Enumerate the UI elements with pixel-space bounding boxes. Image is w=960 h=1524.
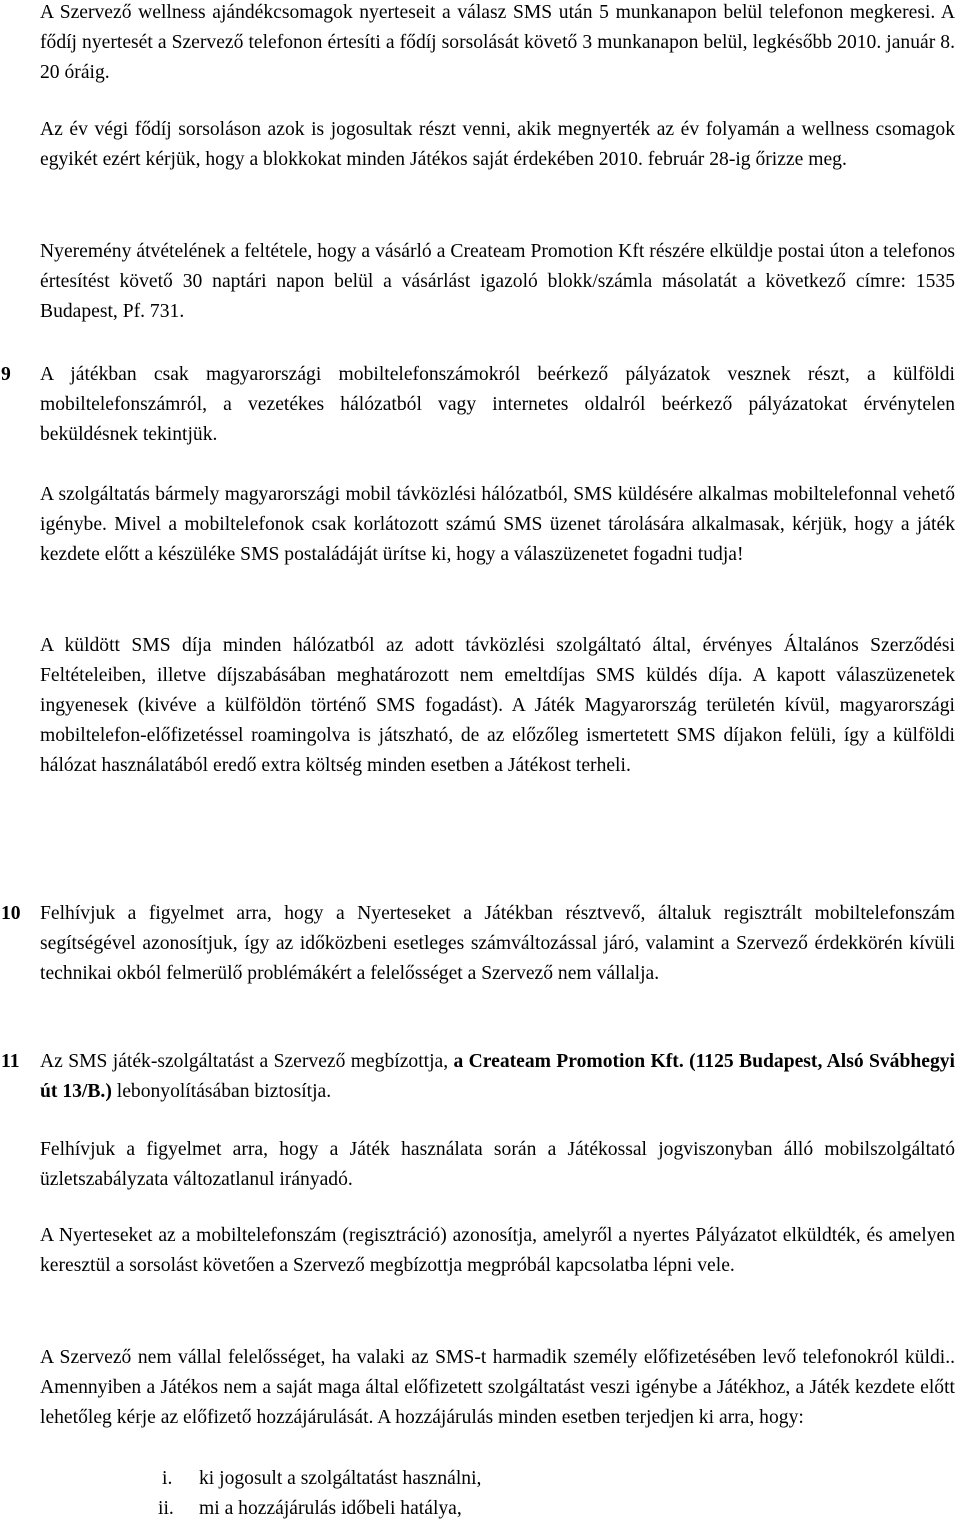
section-11-paragraph-4: A Szervező nem vállal felelősséget, ha valaki az SMS-t harmadik személy előfizetésében levő telefonokról küldi.. Amennyiben a Játékos nem a saját maga által előfizetett szolgáltatást veszi igénybe a Játékhoz, a Játék kezdete előtt lehetőleg kérje az előfizető hozzájárulását. A hozzájárulás minden esetben terjedjen ki arra, hogy: (40, 1347, 955, 1428)
section-9-paragraph-3: A küldött SMS díja minden hálózatból az adott távközlési szolgáltató által, érvényes Általános Szerződési Feltételeiben, illetve díjszabásában meghatározott nem emeltdíjas SMS küldés díja. A kapott válaszüzenetek ingyenesek (kivéve a külföldön történő SMS fogadást). A Játék Magyarország területén kívül, magyarországi mobiltelefon-előfizetéssel roamingolva is játszható, de az előzőleg ismertetett SMS díjakon felüli, így a külföldi hálózat használatából eredő extra költség minden esetben a Játékost terheli. (40, 635, 955, 776)
list-item (158, 1494, 858, 1524)
intro-paragraph-1: A Szervező wellness ajándékcsomagok nyerteseit a válasz SMS után 5 munkanapon belül telefonon megkeresi. A fődíj nyertesét a Szervező telefonon értesíti a fődíj sorsolását követő 3 munkanapon belül, legkésőbb 2010. január 8. 20 óráig. (40, 2, 955, 83)
section-9-paragraph-1: A játékban csak magyarországi mobiltelefonszámokról beérkező pályázatok vesznek részt, a külföldi mobiltelefonszámról, a vezetékes hálózatból vagy internetes oldalról beérkező pályázatokat érvénytelen beküldésnek tekintjük. (40, 364, 955, 445)
intro-paragraph-2: Az év végi fődíj sorsoláson azok is jogosultak részt venni, akik megnyerték az év folyamán a wellness csomagok egyikét ezért kérjük, hogy a blokkokat minden Játékos saját érdekében 2010. február 28-ig őrizze meg. (40, 119, 955, 170)
section-11-paragraph-2: Felhívjuk a figyelmet arra, hogy a Játék használata során a Játékossal jogviszonyban álló mobilszolgáltató üzletszabályzata változatlanul irányadó. (40, 1139, 955, 1190)
section-number-11: 11 (1, 1051, 20, 1072)
section-number-10: 10 (1, 903, 21, 924)
section-10-paragraph-1: Felhívjuk a figyelmet arra, hogy a Nyerteseket a Játékban résztvevő, általuk regisztrált mobiltelefonszám segítségével azonosítjuk, így az időközbeni esetleges számváltozással járó, valamint a Szervező érdekkörén kívüli technikai okból felmerülő problémákért a felelősséget a Szervező nem vállalja. (40, 903, 955, 984)
section-9-paragraph-2: A szolgáltatás bármely magyarországi mobil távközlési hálózatból, SMS küldésére alkalmas mobiltelefonnal vehető igénybe. Mivel a mobiltelefonok csak korlátozott számú SMS üzenet tárolására alkalmasak, kérjük, hogy a játék kezdete előtt a készüléke SMS postaládáját ürítse ki, hogy a válaszüzenetet fogadni tudja! (40, 484, 955, 565)
section-11-p1-text-before: Az SMS játék-szolgáltatást a Szervező megbízottja, (40, 1051, 454, 1072)
section-11-paragraph-3: A Nyerteseket az a mobiltelefonszám (regisztráció) azonosítja, amelyről a nyertes Pályázatot elküldték, és amelyen keresztül a sorsolást követően a Szervező megbízottja megpróbál kapcsolatba lépni vele. (40, 1225, 955, 1276)
list-item (162, 1464, 862, 1494)
intro-paragraph-3: Nyeremény átvételének a feltétele, hogy a vásárló a Createam Promotion Kft részére elküldje postai úton a telefonos értesítést követő 30 naptári napon belül a vásárlást igazoló blokk/számla másolatát a következő címre: 1535 Budapest, Pf. 731. (40, 241, 955, 322)
section-11-p1-text-after: lebonyolításában biztosítja. (111, 1081, 332, 1102)
section-11-paragraph-1 (40, 1047, 955, 1107)
list-numeral: i. (162, 1468, 173, 1489)
section-number-9: 9 (1, 364, 11, 385)
list-item-text: mi a hozzájárulás időbeli hatálya, (199, 1498, 462, 1519)
list-item-text: ki jogosult a szolgáltatást használni, (199, 1468, 482, 1489)
list-numeral: ii. (158, 1498, 174, 1519)
organizer-name-address: a Createam Promotion Kft. (1125 Budapest, Alsó Svábhegyi út 13/B.) (40, 1051, 955, 1102)
